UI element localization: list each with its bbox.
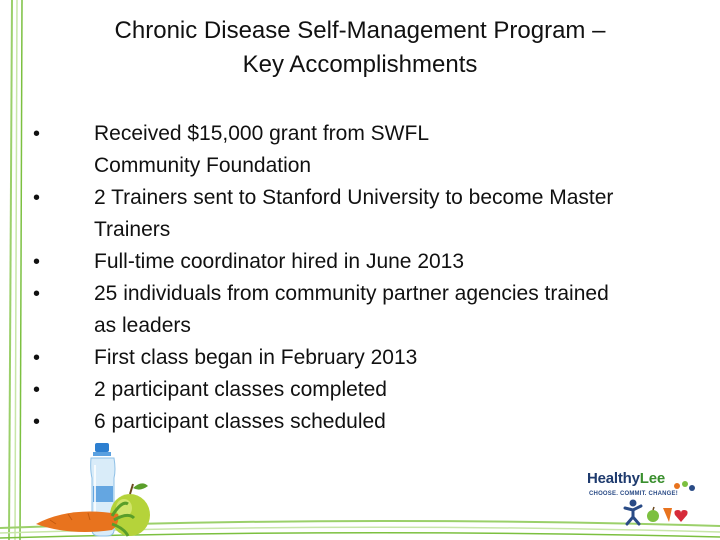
list-item-text: Community Foundation xyxy=(94,154,312,177)
list-item-text: 6 participant classes scheduled xyxy=(94,410,386,433)
logo-word-part2: Lee xyxy=(639,470,666,487)
bullet-icon: • xyxy=(33,379,41,401)
bullet-icon: • xyxy=(33,411,41,433)
left-border-line xyxy=(9,0,12,540)
bullet-icon: • xyxy=(33,347,41,369)
stick-figure-icon xyxy=(625,500,641,525)
logo-wordmark xyxy=(587,470,665,487)
list-item xyxy=(28,246,698,278)
bullet-icon: • xyxy=(33,251,41,273)
list-item-text: 25 individuals from community partner agencies trained xyxy=(94,282,609,305)
logo-word-part1: Healthy xyxy=(587,470,640,487)
title-line: Chronic Disease Self-Management Program – xyxy=(114,17,606,44)
slide-title xyxy=(60,14,660,82)
bullet-icon: • xyxy=(33,283,41,305)
carrot-icon xyxy=(663,508,672,522)
apple-icon xyxy=(647,507,659,522)
list-item xyxy=(28,342,698,374)
left-border-line xyxy=(20,0,22,540)
logo-tagline: CHOOSE. COMMIT. CHANGE! xyxy=(589,491,678,497)
left-border-line xyxy=(15,0,17,540)
list-item xyxy=(28,118,698,182)
bullet-icon: • xyxy=(33,123,41,145)
list-item-text: as leaders xyxy=(94,314,191,337)
list-item xyxy=(28,182,698,246)
list-item-text: Full-time coordinator hired in June 2013 xyxy=(94,250,465,273)
logo-icons xyxy=(623,498,693,526)
accomplishments-list xyxy=(28,118,698,438)
list-item-text: 2 participant classes completed xyxy=(94,378,387,401)
bullet-icon: • xyxy=(33,187,41,209)
title-line: Key Accomplishments xyxy=(242,51,478,78)
list-item xyxy=(28,278,698,342)
list-item-text: Trainers xyxy=(94,218,171,241)
healthylee-logo xyxy=(587,470,707,530)
list-item-text: 2 Trainers sent to Stanford University to become Master xyxy=(94,186,614,209)
list-item xyxy=(28,374,698,406)
list-item-text: Received $15,000 grant from SWFL xyxy=(94,122,429,145)
list-item xyxy=(28,406,698,438)
list-item-text: First class began in February 2013 xyxy=(94,346,418,369)
heart-icon xyxy=(674,510,687,522)
